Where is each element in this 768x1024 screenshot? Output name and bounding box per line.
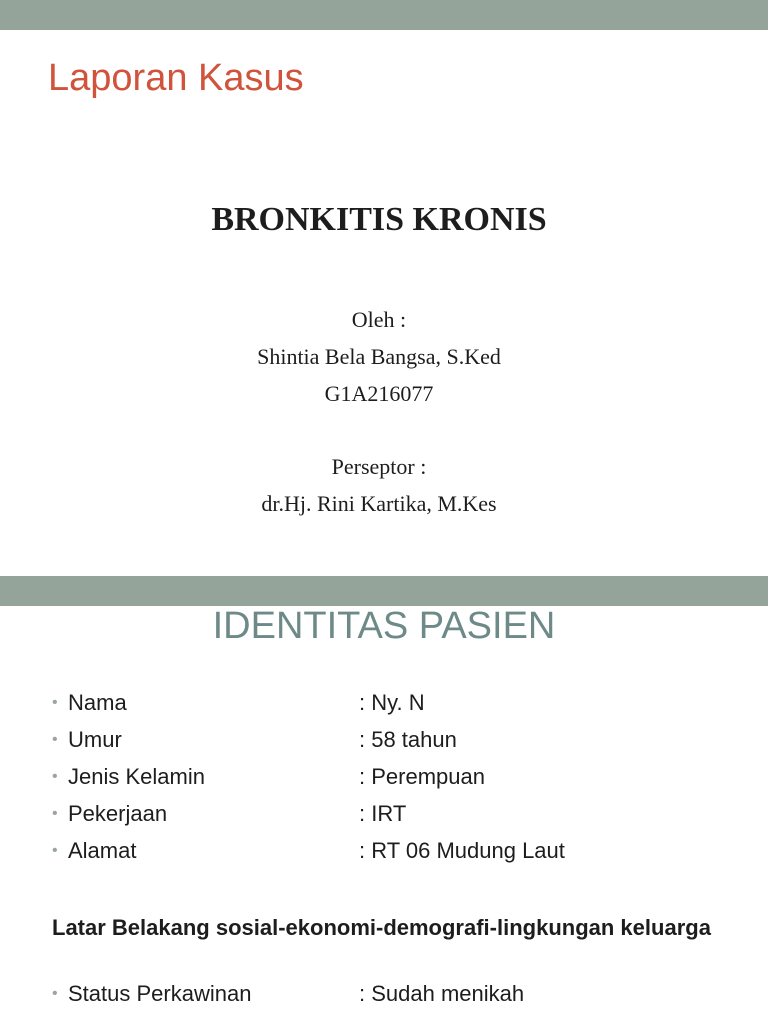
field-label: Pekerjaan [68, 801, 168, 826]
slide-kicker: Laporan Kasus [48, 57, 304, 99]
field-value: : Sudah menikah [359, 981, 525, 1006]
slide-title: BRONKITIS KRONIS [211, 201, 547, 238]
list-item [52, 836, 752, 873]
author-name: Shintia Bela Bangsa, S.Ked [257, 344, 501, 369]
slide-top-bar [0, 0, 768, 30]
list-item [52, 725, 752, 762]
bullet-icon: • [52, 985, 58, 1002]
list-item [52, 688, 752, 725]
author-id: G1A216077 [324, 381, 434, 406]
bullet-icon: • [52, 731, 58, 748]
slide-top-bar [0, 576, 768, 606]
list-item [52, 979, 752, 1016]
field-label: Jenis Kelamin [68, 764, 205, 789]
list-item [52, 799, 752, 836]
field-value: : Perempuan [359, 764, 485, 789]
field-label: Alamat [68, 838, 137, 863]
slide-heading: IDENTITAS PASIEN [212, 605, 556, 647]
bullet-icon: • [52, 768, 58, 785]
bullet-icon: • [52, 842, 58, 859]
section-subheading: Latar Belakang sosial-ekonomi-demografi-lingkungan keluarga [52, 915, 711, 940]
bullet-icon: • [52, 805, 58, 822]
field-label: Umur [68, 727, 122, 752]
identity-list [52, 688, 752, 873]
preceptor-label: Perseptor : [331, 454, 427, 479]
field-value: : Ny. N [359, 690, 425, 715]
field-label: Nama [68, 690, 127, 715]
bullet-icon: • [52, 694, 58, 711]
field-value: : 58 tahun [359, 727, 457, 752]
preceptor-name: dr.Hj. Rini Kartika, M.Kes [261, 491, 497, 516]
field-value: : IRT [359, 801, 407, 826]
family-list [52, 979, 752, 1016]
identity-slide [0, 576, 768, 1024]
field-value: : RT 06 Mudung Laut [359, 838, 565, 863]
list-item [52, 762, 752, 799]
author-label: Oleh : [351, 307, 407, 332]
field-label: Status Perkawinan [68, 981, 252, 1006]
